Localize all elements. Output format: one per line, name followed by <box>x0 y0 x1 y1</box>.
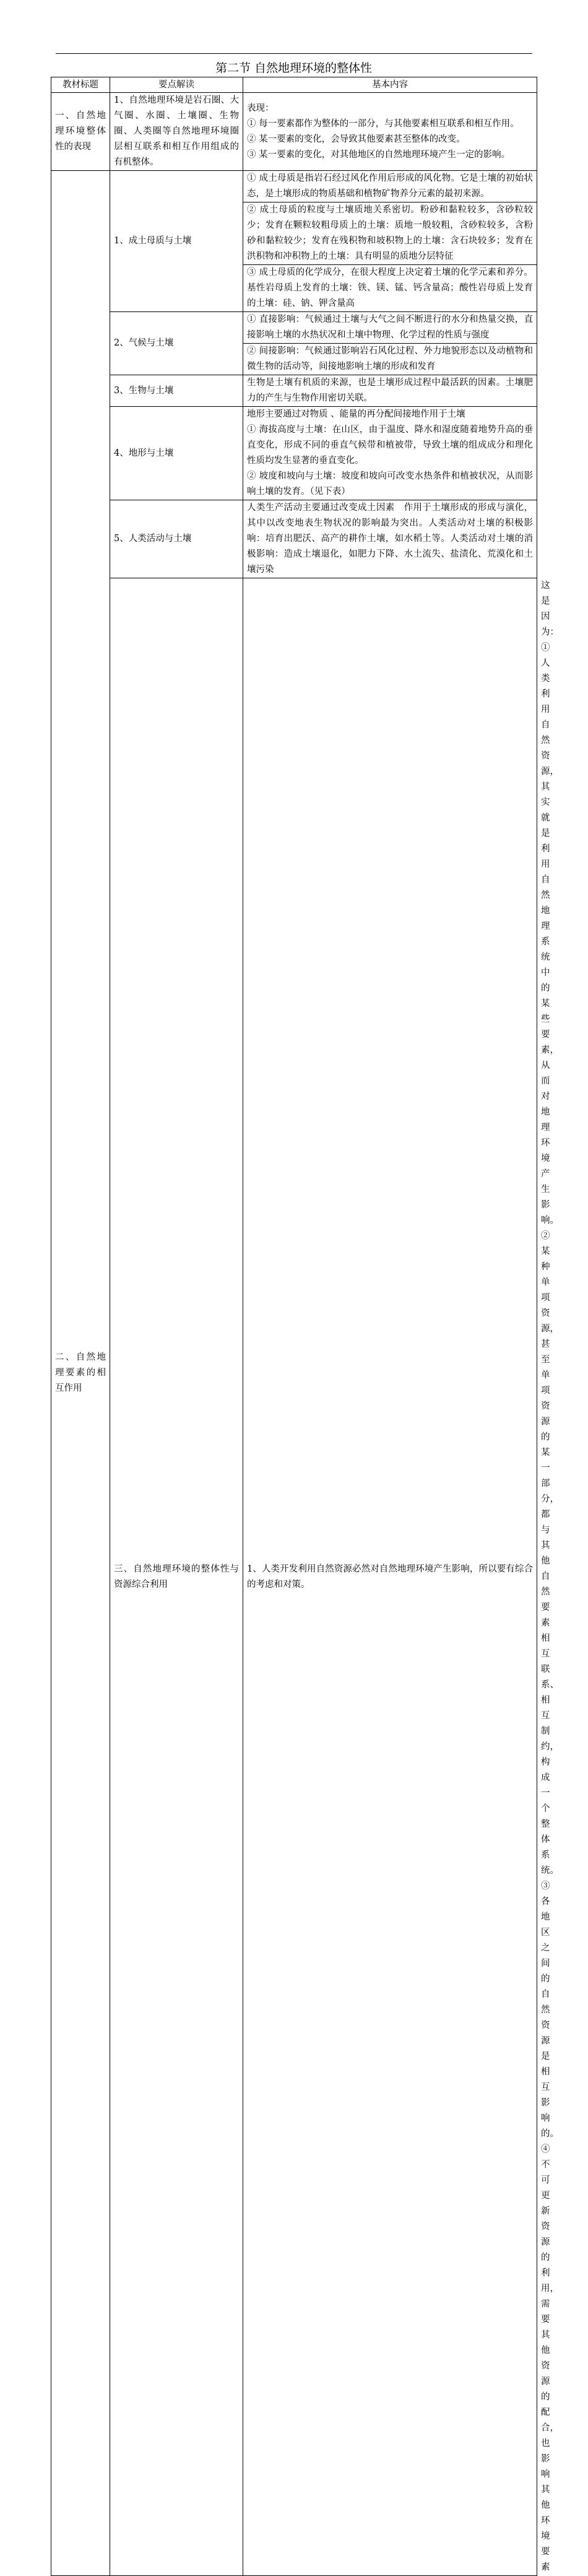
table-header-row <box>51 77 537 93</box>
key-point: 1、自然地理环境是岩石圈、大气圈、水圈、土壤圈、生物圈、人类圈等自然地理环境圈层相互联系和相互作用组成的有机整体。 <box>110 93 243 171</box>
content-table <box>51 77 559 2576</box>
table-row <box>51 171 537 202</box>
content-line: ② 坡度和坡向与土壤：坡度和坡向可改变水热条件和植被状况，从而影响土壤的发育。（见下表） <box>247 471 533 497</box>
table-row <box>51 93 537 171</box>
content-cell <box>243 407 537 500</box>
key-point: 3、生物与土壤 <box>110 375 243 407</box>
content-cell <box>243 265 537 312</box>
section-title: 一、自然地理环境整体性的表现 <box>51 93 110 171</box>
key-point: 4、地形与土壤 <box>110 407 243 500</box>
content-line: ① 直接影响：气候通过土壤与大气之间不断进行的水分和热量交换，直接影响土壤的水热状况和土壤中物理、化学过程的性质与强度 <box>247 315 533 340</box>
table-row: 三、自然地理环境的整体性与资源综合利用 1、人类开发利用自然资源必然对自然地理环境产生影响，所以要有综合的考虑和对策。 这是因为： ① 人类利用自然资源，其实就是利用自然地理系统中的某些要素，从而对地理环境产生影响。 ② 某种单项资源，甚至单项资源的某一部分，都与其他自然要素相互联系、相互制约，构成一个整体系统。 ③ 各地区之间的自然资源是相互影响的。 ④ 不可更新资源的利用，需要其他资源的配合，也影响其他环境要素 <box>51 578 537 2576</box>
content-line: ① 成土母质是指岩石经过风化作用后形成的风化物。它是土壤的初始状态，是土壤形成的物质基础和植物矿物养分元素的最初来源。 <box>247 173 533 199</box>
header-key-points: 要点解读 <box>110 77 243 93</box>
header-rule <box>56 53 532 54</box>
key-point: 1、成土母质与土壤 <box>110 171 243 312</box>
content-cell <box>243 171 537 202</box>
content-cell <box>243 375 537 407</box>
content-line: ① 每一要素都作为整体的一部分，与其他要素相互联系和相互作用。 <box>247 118 519 129</box>
key-point: 2、气候与土壤 <box>110 312 243 375</box>
key-point: 1、人类开发利用自然资源必然对自然地理环境产生影响，所以要有综合的考虑和对策。 <box>243 578 537 2576</box>
header-textbook-title: 教材标题 <box>51 77 110 93</box>
table-row <box>51 375 537 407</box>
content-line: ① 海拔高度与土壤：在山区，由于温度、降水和湿度随着地势升高的垂直变化，形成不同的垂直气候带和植被带，导致土壤的组成成分和理化性质均发生显著的垂直变化。 <box>247 425 533 466</box>
content-cell <box>243 202 537 265</box>
content-line: 地形主要通过对物质 、能量的再分配间接地作用于土壤 <box>247 409 465 419</box>
table-row <box>51 407 537 500</box>
content-cell <box>243 344 537 375</box>
page-title: 第二节 自然地理环境的整体性 <box>215 61 373 75</box>
section-title: 二、自然地理要素的相互作用 <box>51 171 110 2576</box>
header-basic-content: 基本内容 <box>243 77 537 93</box>
content-line: 生物是土壤有机质的来源，也是土壤形成过程中最活跃的因素。土壤肥力的产生与生物作用密切关联。 <box>247 378 533 403</box>
table-row <box>51 312 537 344</box>
content-line: ② 间接影响：气候通过影响岩石风化过程、外力地貌形态以及动植物和微生物的活动等，间接地影响土壤的形成和发育 <box>247 346 533 372</box>
content-cell <box>243 93 537 171</box>
content-line: 人类生产活动主要通过改变成土因素 作用于土壤形成的形成与演化，其中以改变地表生物状况的影响最为突出。人类活动对土壤的积极影响：培育出肥沃、高产的耕作土壤，如水稻土等。人类活动对土壤的消极影响：造成土壤退化，如肥力下降、水土流失、盐渍化、荒漠化和土壤污染 <box>247 503 533 575</box>
key-point: 5、人类活动与土壤 <box>110 500 243 578</box>
content-line: ② 某一要素的变化，会导致其他要素甚至整体的改变。 <box>247 134 465 144</box>
content-line: ③ 成土母质的化学成分，在很大程度上决定着土壤的化学元素和养分。基性岩母质上发育的土壤：铁、镁、锰、钙含量高；酸性岩母质上发育的土壤：硅、钠、钾含量高 <box>247 268 533 308</box>
content-line: ③ 某一要素的变化，对其他地区的自然地理环境产生一定的影响。 <box>247 149 511 160</box>
content-cell <box>243 312 537 344</box>
content-line: ② 成土母质的粒度与土壤质地关系密切。粉砂和黏粒较多，含砂粒较少；发育在颗粒较粗母质上的土壤：质地一般较粗，含砂粒较多，含粉砂和黏粒较少；发育在残积物和坡积物上的土壤：含石块较多；发育在洪积物和冲积物上的土壤：具有明显的质地分层特征 <box>247 205 533 261</box>
content-line: 表现： <box>247 103 274 113</box>
section-title: 三、自然地理环境的整体性与资源综合利用 <box>110 578 243 2576</box>
table-row <box>51 500 537 578</box>
content-cell <box>243 500 537 578</box>
